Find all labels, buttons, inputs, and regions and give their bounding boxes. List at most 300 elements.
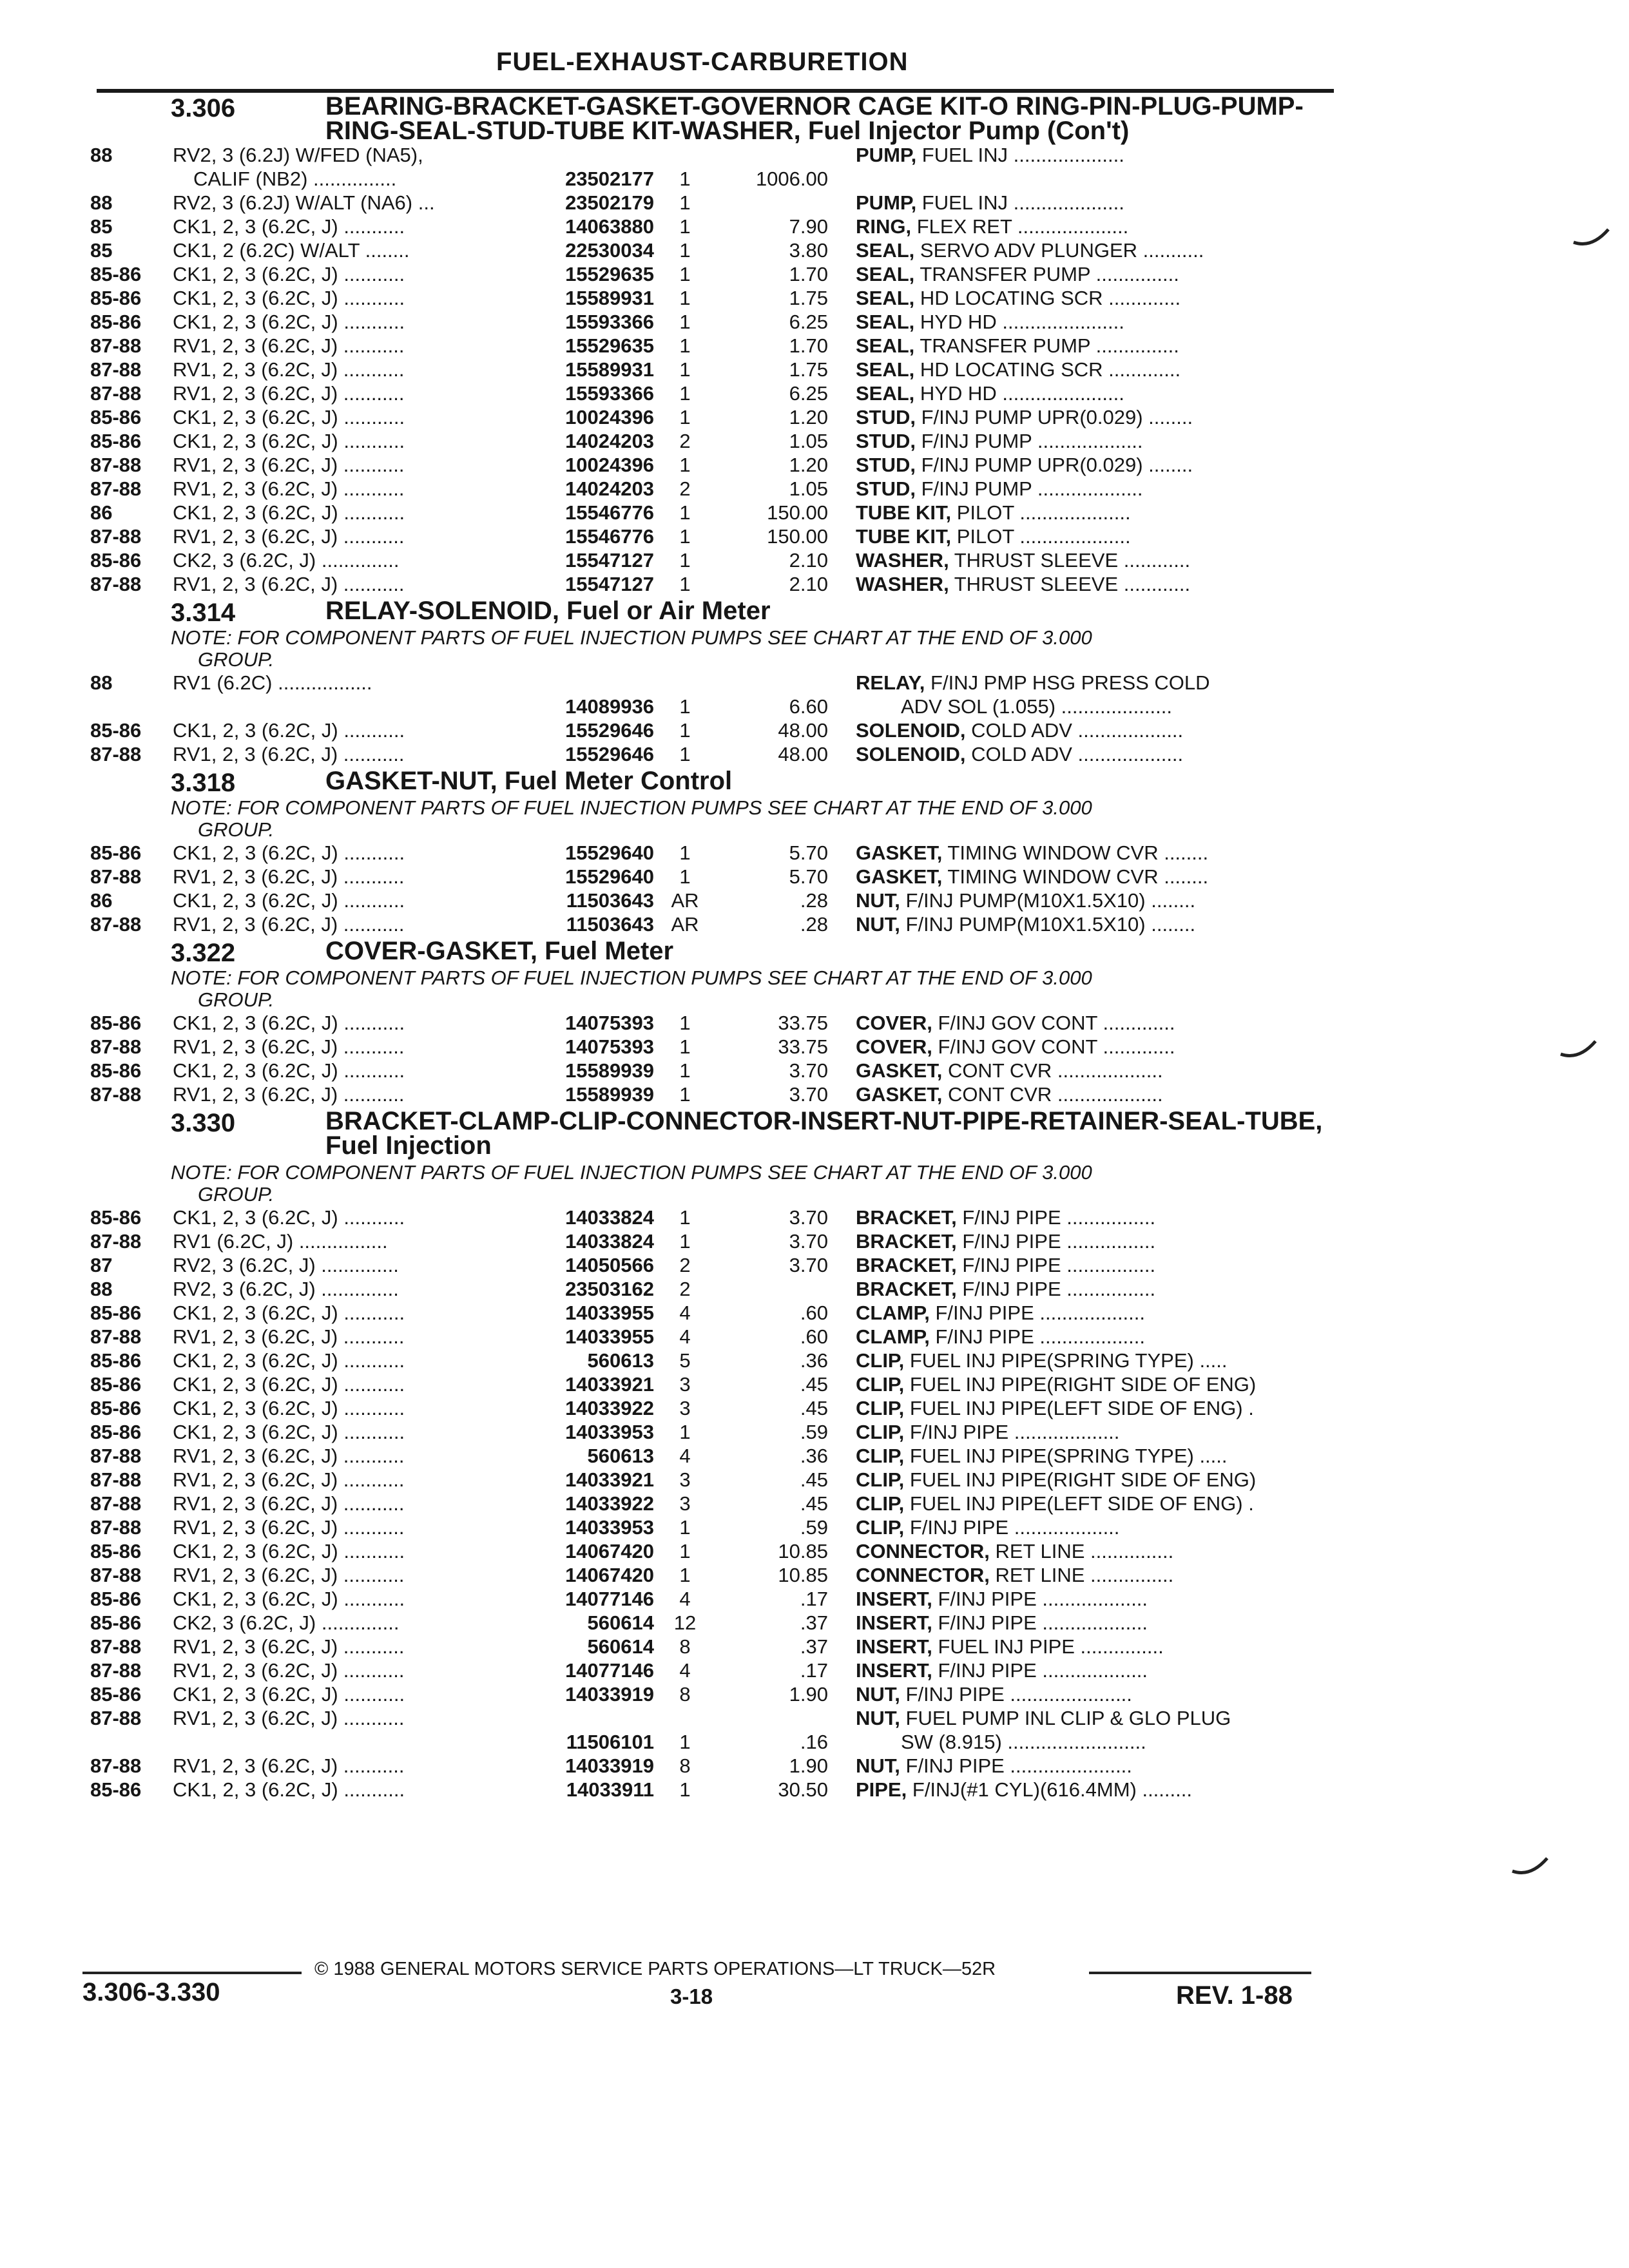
part-description	[856, 191, 1326, 215]
part-row	[0, 238, 1629, 262]
part-number: 14033953	[565, 1516, 654, 1539]
part-number: 15529646	[565, 743, 654, 765]
price: 1.75	[789, 287, 828, 309]
model-application: RV1, 2, 3 (6.2C, J) ...........	[173, 525, 405, 548]
model-application: RV1, 2, 3 (6.2C, J) ...........	[173, 1325, 405, 1348]
quantity: 1	[679, 549, 691, 572]
model-year: 87-88	[90, 1564, 142, 1586]
model-year: 88	[90, 671, 113, 694]
price: 48.00	[778, 743, 828, 765]
model-application: RV2, 3 (6.2C, J) ..............	[173, 1254, 399, 1276]
part-description	[856, 1349, 1326, 1372]
price: 1.90	[789, 1683, 828, 1706]
part-number: 14077146	[565, 1659, 654, 1682]
section-number: 3.314	[171, 599, 236, 627]
quantity: AR	[671, 889, 699, 912]
part-number: 14067420	[565, 1564, 654, 1586]
part-name: PIPE,	[856, 1778, 907, 1801]
section-title-main: BRACKET-CLAMP-CLIP-CONNECTOR-INSERT-NUT-PIPE-RETAINER-SEAL-TUBE,	[325, 1107, 1323, 1135]
part-number: 560614	[587, 1635, 654, 1658]
part-name: INSERT,	[856, 1588, 932, 1610]
part-number: 560613	[587, 1349, 654, 1372]
part-row	[0, 1611, 1629, 1635]
quantity: 4	[679, 1659, 691, 1682]
price: 1.70	[789, 334, 828, 357]
part-row	[0, 548, 1629, 572]
price: 3.70	[789, 1230, 828, 1253]
price: 5.70	[789, 865, 828, 888]
catalog-section	[0, 1109, 1629, 1802]
price: 33.75	[778, 1035, 828, 1058]
part-name: SEAL,	[856, 239, 915, 262]
part-detail: F/INJ PIPE ......................	[900, 1754, 1132, 1777]
price: 1.05	[789, 430, 828, 452]
part-name: CLAMP,	[856, 1325, 930, 1348]
part-description	[856, 1229, 1326, 1253]
part-description	[856, 358, 1326, 381]
model-application: CK1, 2, 3 (6.2C, J) ...........	[173, 1012, 405, 1034]
part-detail: F/INJ PIPE ...................	[904, 1516, 1120, 1539]
section-note	[171, 797, 1318, 841]
quantity: 1	[679, 525, 691, 548]
section-note	[171, 967, 1318, 1011]
model-application: RV1, 2, 3 (6.2C, J) ...........	[173, 1035, 405, 1058]
part-detail: CONT CVR ...................	[942, 1059, 1163, 1082]
model-application: CK2, 3 (6.2C, J) ..............	[173, 1611, 400, 1634]
model-application: RV1, 2, 3 (6.2C, J) ...........	[173, 1659, 405, 1682]
part-description	[856, 238, 1326, 262]
part-name: CLIP,	[856, 1373, 905, 1396]
part-detail: COLD ADV ...................	[965, 743, 1184, 765]
part-row	[0, 215, 1629, 238]
model-year: 85-86	[90, 263, 142, 285]
part-detail: F/INJ PIPE ...................	[932, 1611, 1148, 1634]
model-year: 87-88	[90, 573, 142, 595]
part-row	[0, 453, 1629, 477]
quantity: 1	[679, 1035, 691, 1058]
catalog-section	[0, 94, 1629, 596]
quantity: 1	[679, 1230, 691, 1253]
part-detail: FUEL INJ PIPE(LEFT SIDE OF ENG) .	[904, 1492, 1254, 1515]
part-detail: F/INJ GOV CONT .............	[932, 1012, 1175, 1034]
part-row	[0, 262, 1629, 286]
price: 3.70	[789, 1254, 828, 1276]
part-row	[0, 477, 1629, 501]
section-title-sub: Fuel Meter Control	[504, 767, 733, 795]
price: .59	[800, 1516, 828, 1539]
section-title	[325, 599, 1331, 623]
section-title	[325, 769, 1331, 793]
quantity: 1	[679, 191, 691, 214]
price: .37	[800, 1611, 828, 1634]
model-application: CK1, 2, 3 (6.2C, J) ...........	[173, 1683, 405, 1706]
quantity: 8	[679, 1754, 691, 1777]
price: 10.85	[778, 1540, 828, 1562]
part-number: 14033922	[565, 1492, 654, 1515]
model-year: 85-86	[90, 549, 142, 572]
model-application: CK1, 2, 3 (6.2C, J) ...........	[173, 287, 405, 309]
model-year: 86	[90, 501, 113, 524]
part-row	[0, 524, 1629, 548]
part-description	[856, 1301, 1326, 1325]
part-description	[856, 501, 1326, 524]
part-number: 14067420	[565, 1540, 654, 1562]
model-year: 87-88	[90, 1707, 142, 1729]
part-row	[0, 1492, 1629, 1515]
part-number: 23502179	[565, 191, 654, 214]
part-description	[856, 286, 1326, 310]
part-detail: F/INJ PIPE ...................	[904, 1421, 1120, 1443]
part-detail: TRANSFER PUMP ...............	[914, 334, 1179, 357]
model-year: 87-88	[90, 1468, 142, 1491]
quantity: 1	[679, 1421, 691, 1443]
model-application: RV1, 2, 3 (6.2C, J) ...........	[173, 1754, 405, 1777]
part-number: 15529646	[565, 719, 654, 742]
model-year: 85-86	[90, 1059, 142, 1082]
part-number: 14033921	[565, 1373, 654, 1396]
part-row	[0, 1011, 1629, 1035]
model-application: CK1, 2, 3 (6.2C, J) ...........	[173, 1059, 405, 1082]
quantity: 1	[679, 1059, 691, 1082]
section-heading	[0, 1109, 1629, 1158]
price: .45	[800, 1373, 828, 1396]
quantity: 1	[679, 406, 691, 428]
price: .60	[800, 1302, 828, 1324]
page-title: FUEL-EXHAUST-CARBURETION	[496, 48, 909, 76]
model-year: 87-88	[90, 1035, 142, 1058]
part-number: 14033911	[566, 1778, 654, 1801]
price: 30.50	[778, 1778, 828, 1801]
section-title	[325, 939, 1331, 963]
part-detail: F/INJ PUMP UPR(0.029) ........	[916, 454, 1193, 476]
price: 1.20	[789, 454, 828, 476]
part-name: INSERT,	[856, 1659, 932, 1682]
part-name: COVER,	[856, 1012, 932, 1034]
catalog-section	[0, 769, 1629, 936]
model-application: CK1, 2, 3 (6.2C, J) ...........	[173, 1302, 405, 1324]
model-application: RV1, 2, 3 (6.2C, J) ...........	[173, 1445, 405, 1467]
section-title-sub: Fuel or Air Meter	[566, 597, 771, 625]
part-row	[0, 143, 1629, 191]
model-application: CK1, 2, 3 (6.2C, J) ...........	[173, 1588, 405, 1610]
part-description	[856, 1206, 1326, 1229]
part-row	[0, 381, 1629, 405]
part-name: NUT,	[856, 1683, 900, 1706]
price: .16	[800, 1731, 828, 1753]
part-description	[856, 1778, 1326, 1802]
part-row	[0, 1229, 1629, 1253]
section-title-main: BEARING-BRACKET-GASKET-GOVERNOR CAGE KIT-O RING-PIN-PLUG-PUMP-RING-SEAL-STUD-TUBE KIT-WASHER, Fuel Injector Pump	[325, 92, 1304, 145]
model-application: CK1, 2, 3 (6.2C, J) ...........	[173, 719, 405, 742]
part-number: 14033921	[565, 1468, 654, 1491]
part-number: 14033824	[565, 1206, 654, 1229]
price: .17	[800, 1659, 828, 1682]
section-title	[325, 1109, 1331, 1158]
part-description	[856, 865, 1326, 889]
part-row	[0, 1778, 1629, 1802]
part-description	[856, 1253, 1326, 1277]
section-title-sub: Fuel Meter	[545, 937, 674, 965]
part-name: CLIP,	[856, 1397, 905, 1419]
part-name: GASKET,	[856, 1083, 943, 1106]
quantity: 1	[679, 1540, 691, 1562]
note-group: GROUP.	[198, 648, 275, 671]
model-application: RV1, 2, 3 (6.2C, J) ...........	[173, 1468, 405, 1491]
price: 1.05	[789, 477, 828, 500]
part-description-cont: SW (8.915) .........................	[901, 1731, 1146, 1753]
part-row	[0, 1082, 1629, 1106]
part-description	[856, 1082, 1326, 1106]
part-number: 14063880	[565, 215, 654, 238]
part-row	[0, 358, 1629, 381]
quantity: 1	[679, 865, 691, 888]
part-number: 14075393	[565, 1012, 654, 1034]
model-year: 87-88	[90, 454, 142, 476]
part-row	[0, 1706, 1629, 1754]
part-detail: F/INJ PUMP(M10X1.5X10) ........	[900, 913, 1196, 936]
model-year: 85-86	[90, 1778, 142, 1801]
part-description	[856, 1635, 1326, 1658]
part-name: INSERT,	[856, 1635, 932, 1658]
price: 2.10	[789, 549, 828, 572]
model-year: 88	[90, 191, 113, 214]
part-description	[856, 889, 1326, 912]
quantity: 1	[679, 1012, 691, 1034]
model-application: RV1, 2, 3 (6.2C, J) ...........	[173, 334, 405, 357]
model-application: CK1, 2, 3 (6.2C, J) ...........	[173, 1778, 405, 1801]
note-text: NOTE: FOR COMPONENT PARTS OF FUEL INJECTION PUMPS SEE CHART AT THE END OF 3.000	[171, 796, 1092, 819]
footer-copyright: © 1988 GENERAL MOTORS SERVICE PARTS OPERATIONS—LT TRUCK—52R	[314, 1959, 996, 1979]
part-description	[856, 1539, 1326, 1563]
price: 33.75	[778, 1012, 828, 1034]
section-number: 3.318	[171, 769, 236, 797]
part-name: SEAL,	[856, 287, 915, 309]
part-description	[856, 334, 1326, 358]
model-year: 87-88	[90, 865, 142, 888]
section-title-main: GASKET-NUT,	[325, 767, 497, 795]
price: 6.25	[789, 311, 828, 333]
part-row	[0, 405, 1629, 429]
model-year: 87-88	[90, 1230, 142, 1253]
part-number: 15529640	[565, 865, 654, 888]
price: 7.90	[789, 215, 828, 238]
quantity: 1	[679, 573, 691, 595]
parts-catalog-content	[0, 91, 1629, 1802]
footer-revision: REV. 1-88	[1176, 1981, 1293, 2010]
part-number: 15589931	[565, 287, 654, 309]
part-number: 14033919	[565, 1683, 654, 1706]
part-description	[856, 1515, 1326, 1539]
page-header	[97, 44, 1334, 93]
model-application: RV2, 3 (6.2J) W/ALT (NA6) ...	[173, 191, 435, 214]
model-application: RV1 (6.2C, J) ................	[173, 1230, 388, 1253]
part-number: 22530034	[565, 239, 654, 262]
part-row	[0, 889, 1629, 912]
part-description	[856, 143, 1326, 167]
quantity: 1	[679, 311, 691, 333]
price: .36	[800, 1445, 828, 1467]
section-title-main: COVER-GASKET,	[325, 937, 537, 965]
quantity: 2	[679, 430, 691, 452]
part-name: NUT,	[856, 1754, 900, 1777]
model-year: 87-88	[90, 525, 142, 548]
part-description	[856, 1658, 1326, 1682]
model-year: 85-86	[90, 311, 142, 333]
part-row	[0, 1587, 1629, 1611]
part-name: GASKET,	[856, 841, 943, 864]
check-mark-icon	[1559, 1039, 1598, 1061]
price: .36	[800, 1349, 828, 1372]
quantity: 4	[679, 1588, 691, 1610]
part-number: 15589939	[565, 1083, 654, 1106]
model-year: 85-86	[90, 1206, 142, 1229]
model-year: 85-86	[90, 406, 142, 428]
quantity: 1	[679, 719, 691, 742]
quantity: 1	[679, 454, 691, 476]
part-number: 15593366	[565, 382, 654, 405]
part-name: COVER,	[856, 1035, 932, 1058]
part-number: 11503643	[566, 913, 654, 936]
part-name: STUD,	[856, 406, 916, 428]
model-application: RV1, 2, 3 (6.2C, J) ...........	[173, 1516, 405, 1539]
model-year: 87-88	[90, 1659, 142, 1682]
part-description	[856, 381, 1326, 405]
part-name: PUMP,	[856, 144, 917, 166]
part-description	[856, 1611, 1326, 1635]
quantity: 2	[679, 1254, 691, 1276]
part-number: 15529635	[565, 263, 654, 285]
part-row	[0, 572, 1629, 596]
quantity: 1	[679, 239, 691, 262]
part-name: GASKET,	[856, 1059, 943, 1082]
model-year: 87-88	[90, 1635, 142, 1658]
part-number: 14050566	[565, 1254, 654, 1276]
model-year: 87-88	[90, 1083, 142, 1106]
model-application: CK1, 2, 3 (6.2C, J) ...........	[173, 889, 405, 912]
part-description	[856, 524, 1326, 548]
model-year: 87-88	[90, 743, 142, 765]
part-row	[0, 1372, 1629, 1396]
section-number: 3.330	[171, 1109, 236, 1137]
quantity: 1	[679, 1778, 691, 1801]
quantity: 1	[679, 287, 691, 309]
quantity: 1	[679, 263, 691, 285]
part-description	[856, 1396, 1326, 1420]
part-detail: FUEL INJ ....................	[916, 191, 1124, 214]
price: .28	[800, 889, 828, 912]
model-year: 85-86	[90, 1302, 142, 1324]
price: 1.20	[789, 406, 828, 428]
part-name: CLIP,	[856, 1516, 905, 1539]
model-application: CK1, 2, 3 (6.2C, J) ...........	[173, 406, 405, 428]
section-heading	[0, 597, 1629, 627]
part-description	[856, 453, 1326, 477]
part-detail: F/INJ PIPE ...................	[929, 1302, 1146, 1324]
part-row	[0, 1754, 1629, 1778]
part-name: CLAMP,	[856, 1302, 930, 1324]
part-row	[0, 1563, 1629, 1587]
part-number: 23502177	[565, 168, 654, 190]
part-detail: TIMING WINDOW CVR ........	[942, 841, 1209, 864]
part-number: 14024203	[565, 430, 654, 452]
part-name: BRACKET,	[856, 1278, 957, 1300]
model-year: 85-86	[90, 1421, 142, 1443]
model-application: RV1, 2, 3 (6.2C, J) ...........	[173, 382, 405, 405]
model-year: 85-86	[90, 430, 142, 452]
part-row	[0, 1277, 1629, 1301]
section-title-main: RELAY-SOLENOID,	[325, 597, 560, 625]
part-number: 14033919	[565, 1754, 654, 1777]
part-number: 10024396	[565, 406, 654, 428]
part-row	[0, 310, 1629, 334]
part-number: 14024203	[565, 477, 654, 500]
catalog-section	[0, 599, 1629, 766]
quantity: 8	[679, 1635, 691, 1658]
model-year: 85-86	[90, 287, 142, 309]
part-name: SOLENOID,	[856, 719, 966, 742]
part-number: 15529635	[565, 334, 654, 357]
quantity: 2	[679, 1278, 691, 1300]
part-detail: F/INJ PIPE ...................	[932, 1588, 1148, 1610]
catalog-section	[0, 939, 1629, 1106]
price: 1.90	[789, 1754, 828, 1777]
model-year: 85-86	[90, 1611, 142, 1634]
model-year: 88	[90, 144, 113, 166]
part-name: WASHER,	[856, 549, 949, 572]
part-description-cont: ADV SOL (1.055) ....................	[901, 695, 1172, 718]
model-application: RV1, 2, 3 (6.2C, J) ...........	[173, 1492, 405, 1515]
part-detail: THRUST SLEEVE ............	[949, 573, 1191, 595]
part-row	[0, 841, 1629, 865]
part-description	[856, 405, 1326, 429]
part-detail: F/INJ PUMP ...................	[916, 477, 1143, 500]
price: 1.75	[789, 358, 828, 381]
part-description	[856, 1011, 1326, 1035]
part-detail: F/INJ PIPE ......................	[900, 1683, 1132, 1706]
price: 10.85	[778, 1564, 828, 1586]
model-year: 85-86	[90, 1588, 142, 1610]
part-description	[856, 429, 1326, 453]
model-year: 87-88	[90, 358, 142, 381]
model-year: 85	[90, 239, 113, 262]
footer-rule-left	[82, 1972, 302, 1974]
part-description	[856, 215, 1326, 238]
part-row	[0, 1468, 1629, 1492]
part-detail: RET LINE ...............	[989, 1564, 1174, 1586]
price: 48.00	[778, 719, 828, 742]
quantity: 1	[679, 215, 691, 238]
model-year: 85	[90, 215, 113, 238]
footer-section-range: 3.306-3.330	[82, 1978, 220, 2006]
model-year: 85-86	[90, 1012, 142, 1034]
part-row	[0, 912, 1629, 936]
part-row	[0, 718, 1629, 742]
part-name: NUT,	[856, 1707, 900, 1729]
quantity: 1	[679, 1206, 691, 1229]
quantity: 1	[679, 695, 691, 718]
price: .59	[800, 1421, 828, 1443]
part-row	[0, 1682, 1629, 1706]
model-year: 87-88	[90, 382, 142, 405]
price: 3.70	[789, 1206, 828, 1229]
part-name: STUD,	[856, 454, 916, 476]
part-name: SEAL,	[856, 334, 915, 357]
model-application: RV1, 2, 3 (6.2C, J) ...........	[173, 913, 405, 936]
quantity: 1	[679, 1083, 691, 1106]
quantity: 3	[679, 1468, 691, 1491]
price: 5.70	[789, 841, 828, 864]
note-group: GROUP.	[198, 1183, 275, 1206]
